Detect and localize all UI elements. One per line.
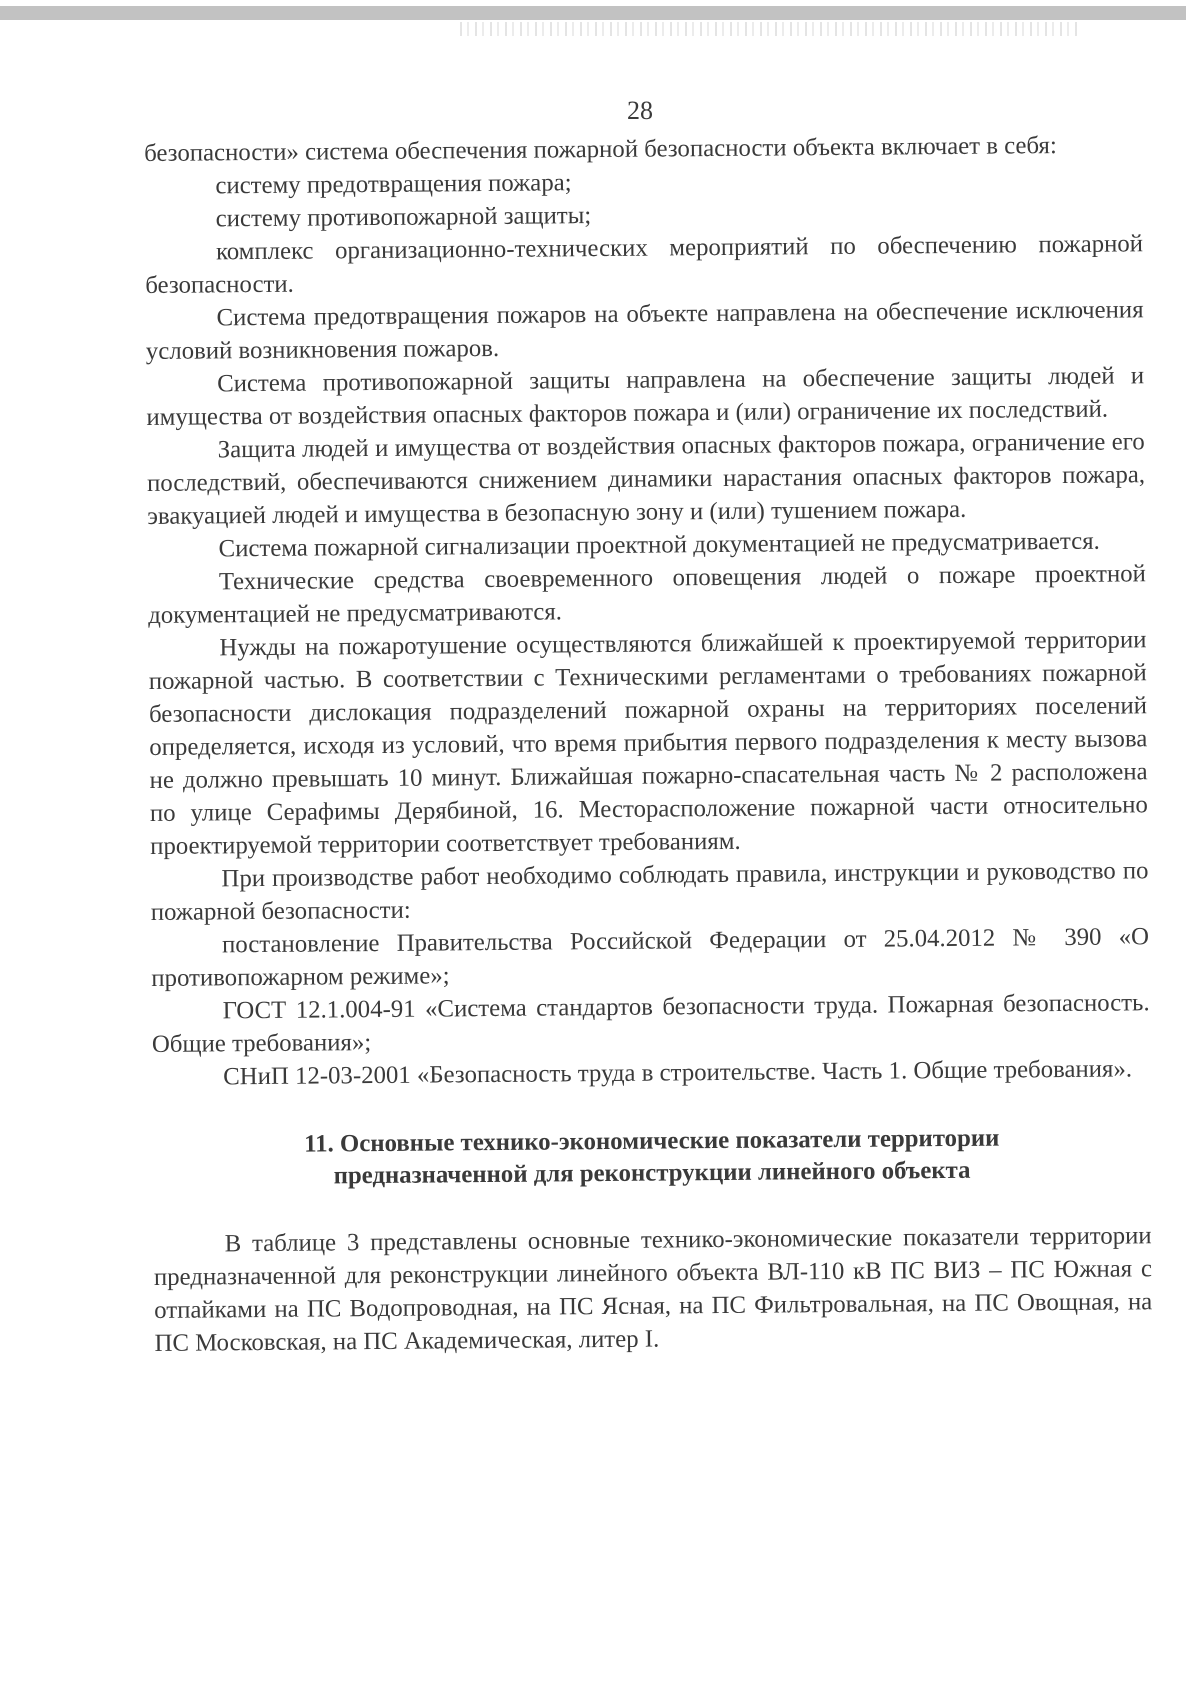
paragraph-protection-of-people: Защита людей и имущества от воздействия опасных факторов пожара, ограничение его последствий, обеспечиваются снижением динамики нарастания опасных факторов пожара, эвакуацией людей и имущества в безопасную зону и (или) тушением пожара. (146, 428, 1146, 530)
list-item-gost: ГОСТ 12.1.004-91 «Система стандартов безопасности труда. Пожарная безопасность. Общие требования»; (151, 989, 1150, 1058)
document-body (144, 128, 1153, 1360)
scan-shadow-band (0, 6, 1186, 20)
scan-noise-strip (460, 22, 1080, 36)
paragraph-firefighting: Нужды на пожаротушение осуществляются ближайшей к проектируемой территории пожарной частью. В соответствии с Техническими регламентами о требованиях пожарной безопасности дислокация подразделений пожарной охраны на территориях поселений определяется, исходя из условий, что время прибытия первого подразделения к месту вызова не должно превышать 10 минут. Ближайшая пожарно-спасательная часть № 2 расположена по улице Серафимы Дерябиной, 16. Месторасположение пожарной части относительно проектируемой территории соответствует требованиям. (148, 626, 1148, 860)
section-heading-line-1: 11. Основные технико-экономические показатели территории (304, 1124, 1000, 1158)
paragraph-warning-means: Технические средства своевременного оповещения людей о пожаре проектной документацией не предусматриваются. (148, 560, 1146, 629)
list-item-protection: систему противопожарной защиты; (215, 202, 592, 233)
paragraph-rules-intro: При производстве работ необходимо соблюдать правила, инструкции и руководство по пожарной безопасности: (150, 857, 1149, 926)
section-heading-line-2: предназначенной для реконструкции линейного объекта (333, 1156, 971, 1190)
scan-right-edge (1186, 0, 1200, 1702)
paragraph-continuation: безопасности» система обеспечения пожарной безопасности объекта включает в себя: (144, 132, 1057, 167)
paragraph-fire-alarm: Система пожарной сигнализации проектной документацией не предусматривается. (218, 527, 1100, 563)
paragraph-protection-system: Система противопожарной защиты направлена на обеспечение защиты людей и имущества от воздействия опасных факторов пожара и (или) ограничение их последствий. (146, 362, 1145, 431)
list-item-snip: СНиП 12-03-2001 «Безопасность труда в строительстве. Часть 1. Общие требования». (223, 1055, 1133, 1091)
page-number: 28 (627, 96, 653, 125)
section-heading (153, 1121, 1152, 1194)
list-item-measures: комплекс организационно-технических мероприятий по обеспечению пожарной безопасности. (145, 230, 1144, 299)
list-item-government-decree: постановление Правительства Российской Федерации от 25.04.2012 № 390 «О противопожарном режиме»; (151, 923, 1150, 992)
paragraph-prevention-system: Система предотвращения пожаров на объекте направлена на обеспечение исключения условий возникновения пожаров. (145, 296, 1144, 365)
section-body-paragraph: В таблице 3 представлены основные технико-экономические показатели территории предназначенной для реконструкции линейного объекта ВЛ-110 кВ ПС ВИЗ – ПС Южная с отпайками на ПС Водопроводная, на ПС Ясная, на ПС Фильтровальная, на ПС Овощная, на ПС Московская, на ПС Академическая, литер I. (153, 1222, 1153, 1357)
list-item-prevention: систему предотвращения пожара; (215, 169, 572, 200)
